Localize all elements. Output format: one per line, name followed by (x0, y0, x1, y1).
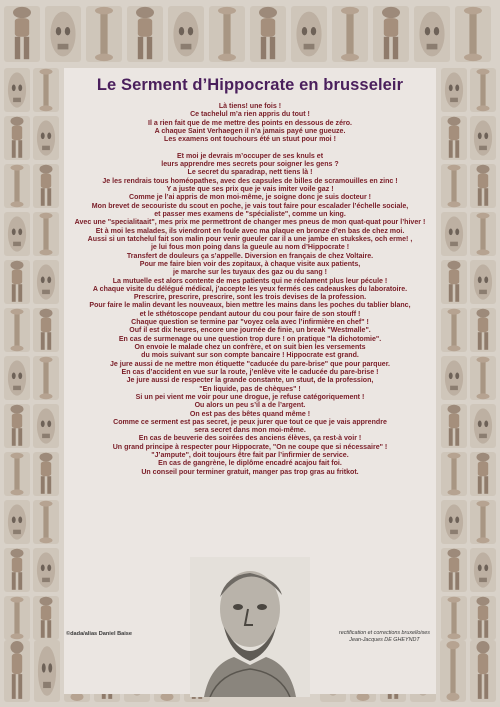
poem-line: Le secret du sparadrap, nett tiens là ! (187, 169, 313, 177)
anatomy-figure-icon (373, 6, 409, 62)
poem-line: Un grand principe à respecter pour Hippocrate, "On ne coupe que si nécessaire" ! (112, 443, 388, 451)
poem-line: Et à moi les malades, ils viendront en foule avec ma plaque en bronze d’en bas de chez moi. (95, 227, 405, 235)
poem-line: et le sthétoscope pendant autour du cou pour faire de son stouff ! (139, 310, 361, 318)
anatomy-figure-icon (33, 260, 59, 304)
poem-line: En cas d’accident en vue sur la route, j’enlève vite le caducée du pare-brise ! (121, 368, 379, 376)
anatomy-figure-icon (470, 548, 496, 592)
anatomy-figure-icon (470, 640, 496, 702)
poem-line: Pour me faire bien voir des zopitaux, à chaque visite aux patients, (139, 260, 361, 268)
anatomy-figure-icon (45, 6, 81, 62)
anatomy-figure-icon (4, 548, 30, 592)
anatomy-figure-icon (34, 640, 60, 702)
poem-line: A chaque visite du délégué médical, j’accepte les yeux fermés ces cadeauskes du laboratoire. (92, 285, 408, 293)
anatomy-figure-icon (33, 452, 59, 496)
anatomy-figure-icon (470, 260, 496, 304)
anatomy-figure-icon (4, 356, 30, 400)
poem-line: La mutuelle est alors contente de mes patients qui ne réclament plus leur pécule ! (112, 277, 388, 285)
anatomy-figure-icon (470, 404, 496, 448)
anatomy-figure-icon (4, 260, 30, 304)
poem-line: Ce tachelul m’a rien appris du tout ! (190, 111, 310, 119)
stanza-gap (70, 145, 430, 153)
poem-line: "En liquide, pas de chèques" ! (199, 385, 301, 393)
anatomy-figure-icon (33, 548, 59, 592)
poem-line: Si un pei vient me voir pour une drogue, je refuse catégoriquement ! (135, 393, 365, 401)
poem-line: Je jure aussi de ne mettre mon étiquette "caducée du pare-brise" que pour parquer. (109, 360, 391, 368)
anatomy-figure-icon (33, 116, 59, 160)
anatomy-figure-icon (4, 308, 30, 352)
anatomy-figure-icon (4, 116, 30, 160)
hippocrates-portrait (190, 557, 310, 697)
anatomy-figure-icon (441, 260, 467, 304)
anatomy-figure-icon (33, 500, 59, 544)
poem-line: Aussi si un tatchelul fait son malin pour venir gueuler car il a une jambe en stukskes, och erme! , (87, 235, 413, 243)
anatomy-figure-icon (414, 6, 450, 62)
poem-line: je lui fous mon poing dans la gueule au nom d’Hippocrate ! (150, 244, 350, 252)
anatomy-figure-icon (332, 6, 368, 62)
anatomy-figure-icon (4, 164, 30, 208)
anatomy-figure-icon (33, 308, 59, 352)
poem-line: Transfert de douleurs ça s’appelle. Diversion en français de chez Voltaire. (126, 252, 374, 260)
anatomy-figure-icon (470, 356, 496, 400)
poem-line: sera secret dans mon moi-même. (194, 427, 306, 435)
anatomy-figure-icon (470, 500, 496, 544)
anatomy-figure-icon (441, 116, 467, 160)
anatomy-figure-icon (4, 640, 30, 702)
anatomy-figure-icon (250, 6, 286, 62)
poem-line: je marche sur les tuyaux des gaz ou du sang ! (173, 269, 327, 277)
poem-line: Ouf il est dix heures, encore une journée de finie, un break "Westmalle". (129, 327, 371, 335)
poem-line: Je les rendrais tous homéopathes, avec des capsules de billes de scramouilles en zinc ! (102, 177, 398, 185)
anatomy-figure-icon (470, 308, 496, 352)
poem-line: En cas de surmenage ou une question trop dure ! on pratique "la dichotomie". (118, 335, 382, 343)
anatomy-figure-icon (4, 6, 40, 62)
anatomy-figure-icon (33, 404, 59, 448)
poem-line: Chaque question se termine par "voyez cela avec l’infirmière en chef" ! (131, 319, 369, 327)
poem-line: Pour faire le malin devant les nouveaux, bien mettre les mains dans les poches du tablier blanc, (89, 302, 411, 310)
anatomy-figure-icon (440, 640, 466, 702)
credit-corrections (339, 630, 430, 644)
poem-line: Avec une "specialitaait", mes prix me permettront de changer mes pneus de mon quat-quat pour l’hiver ! (74, 219, 426, 227)
anatomy-figure-icon (441, 404, 467, 448)
anatomy-figure-icon (127, 6, 163, 62)
poem-line: du mois suivant sur son compte bancaire ! Hippocrate est grand. (141, 352, 359, 360)
anatomy-figure-icon (4, 404, 30, 448)
poem-line: et passer mes examens de "spécialiste", comme un king. (154, 211, 346, 219)
poem-line: Mon brevet de secouriste du scout en poche, je vais tout faire pour escalader l’échelle sociale, (91, 202, 409, 210)
poem-line: Et moi je devrais m’occuper de ses knuls et (176, 152, 324, 160)
anatomy-figure-icon (470, 68, 496, 112)
anatomy-figure-icon (441, 212, 467, 256)
anatomy-figure-icon (86, 6, 122, 62)
poem-line: Les examens ont touchours été un stuut pour moi ! (164, 136, 336, 144)
credit-author: ©dada/alias Daniel Baise (66, 631, 132, 637)
poem-line: On est pas des bêtes quand même ! (189, 410, 311, 418)
anatomy-figure-icon (33, 596, 59, 640)
anatomy-figure-icon (4, 452, 30, 496)
anatomy-figure-icon (470, 212, 496, 256)
poem-line: Il a rien fait que de me mettre des points en dessous de zéro. (147, 119, 353, 127)
poem-line: Comme ce serment est pas secret, je peux jurer que tout ce que je vais apprendre (113, 418, 387, 426)
anatomy-figure-icon (4, 500, 30, 544)
anatomy-figure-icon (441, 356, 467, 400)
poem-line: Je jure aussi de respecter la grande constante, un stuut, de la profession, (126, 377, 374, 385)
page-title: Le Serment d’Hippocrate en brusseleir (96, 76, 404, 94)
anatomy-figure-icon (441, 308, 467, 352)
anatomy-figure-icon (470, 596, 496, 640)
poem-line: Là tiens! une fois ! (218, 103, 282, 110)
anatomy-figure-icon (33, 164, 59, 208)
anatomy-figure-icon (441, 596, 467, 640)
anatomy-figure-icon (470, 164, 496, 208)
poem-line: Prescrire, prescrire, prescrire, sont les trois devises de la profession. (133, 294, 367, 302)
poem-line: Comme je l’ai appris de mon moi-même, je soigne donc je suis docteur ! (129, 194, 371, 202)
anatomy-figure-icon (441, 164, 467, 208)
poem-text (70, 103, 430, 477)
credit-corrections-line2: Jean-Jacques DE GHEYNDT (349, 637, 420, 643)
anatomy-figure-icon (4, 212, 30, 256)
credit-corrections-line1: rectification et corrections bruxelloises (338, 630, 430, 636)
poem-line: En cas de gangrène, le diplôme encadré acajou fait foi. (158, 460, 342, 468)
anatomy-figure-icon (441, 548, 467, 592)
anatomy-figure-icon (4, 68, 30, 112)
poem-line: On envoie le malade chez un confrère, et on suit bien les versements (134, 344, 366, 352)
anatomy-figure-icon (33, 356, 59, 400)
anatomy-figure-icon (441, 68, 467, 112)
anatomy-figure-icon (209, 6, 245, 62)
anatomy-figure-icon (291, 6, 327, 62)
anatomy-figure-icon (168, 6, 204, 62)
anatomy-figure-icon (33, 68, 59, 112)
poem-line: Y a juste que ses prix que je vais imiter voile gaz ! (166, 186, 334, 194)
anatomy-figure-icon (441, 500, 467, 544)
anatomy-figure-icon (470, 452, 496, 496)
poem-line: En cas de beuverie des soirées des anciens élèves, ça rest-à voir ! (138, 435, 362, 443)
poem-line: leurs apprendre mes secrets pour soigner les gens ? (161, 161, 339, 169)
anatomy-figure-icon (470, 116, 496, 160)
poem-line: Un conseil pour terminer gratuit, manger pas trop gras au fritkot. (141, 468, 359, 476)
anatomy-figure-icon (33, 212, 59, 256)
anatomy-figure-icon (4, 596, 30, 640)
poem-line: "J’ampute", doit toujours être fait par l’infirmier de service. (151, 452, 349, 460)
anatomy-figure-icon (455, 6, 491, 62)
poem-line: A chaque Saint Verhaegen il n’a jamais payé une gueuze. (154, 127, 346, 135)
poem-line: Ou alors un peu s’il a de l’argent. (194, 402, 306, 410)
anatomy-figure-icon (441, 452, 467, 496)
